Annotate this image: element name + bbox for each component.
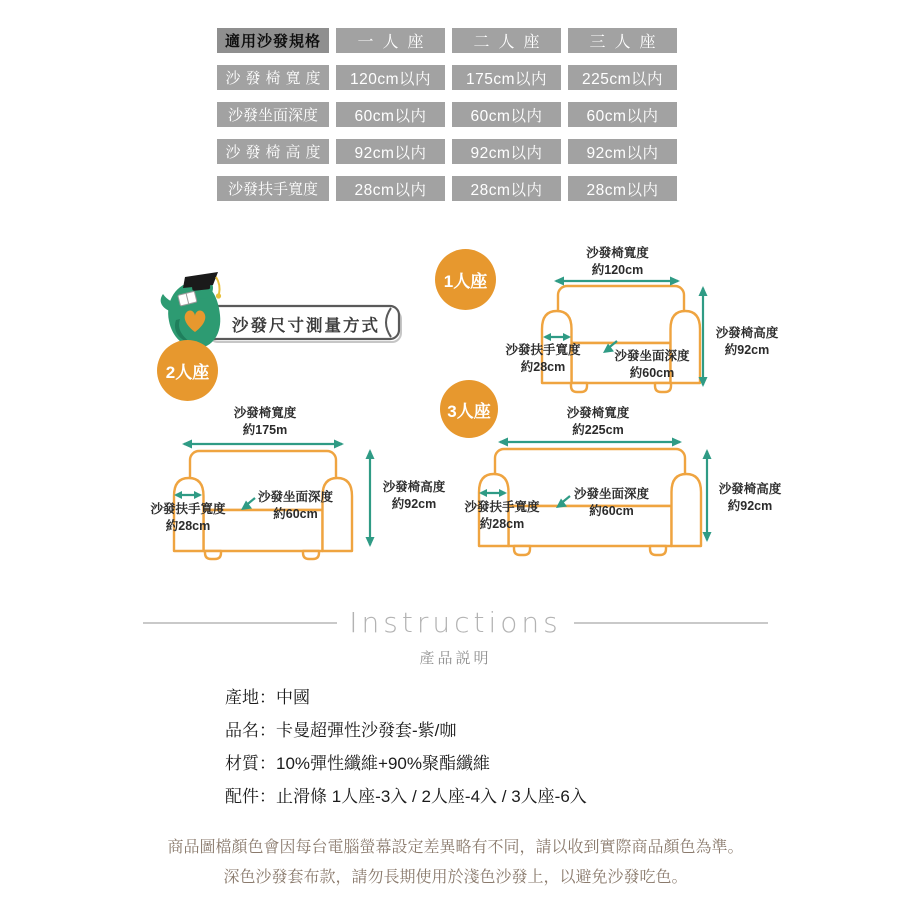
width-name: 沙發椅寬度 [566, 406, 630, 420]
height-value: 約92cm [391, 496, 437, 511]
table-value-cell: 28cm以内 [336, 176, 445, 201]
height-value: 約92cm [724, 342, 770, 357]
depth-name: 沙發坐面深度 [573, 487, 649, 501]
width-label [205, 405, 325, 439]
badge-3-seat: 3人座 [440, 380, 498, 438]
product-details [225, 688, 587, 820]
table-header-title: 適用沙發規格 [217, 28, 329, 53]
table-value-cell: 92cm以内 [568, 139, 677, 164]
table-row-label: 沙發扶手寬度 [217, 176, 329, 201]
height-label [710, 481, 790, 515]
badge-1-seat: 1人座 [435, 249, 496, 310]
table-header-3seat: 三人座 [568, 28, 677, 53]
detail-accessories: 配件：止滑條 1人座-3入 / 2人座-4入 / 3人座-6入 [225, 787, 587, 806]
detail-origin: 產地：中國 [225, 688, 310, 707]
detail-material: 材質：10%彈性纖維+90%聚酯纖維 [225, 754, 490, 773]
note-line: 深色沙發套布款，請勿長期使用於淺色沙發上，以避免沙發吃色。 [223, 869, 688, 886]
badge-2-seat: 2人座 [157, 340, 218, 401]
width-name: 沙發椅寬度 [233, 406, 297, 420]
depth-value: 約60cm [273, 506, 318, 521]
table-row-label: 沙發椅寬度 [217, 65, 329, 90]
width-value: 約175m [242, 422, 288, 437]
table-value-cell: 28cm以内 [452, 176, 561, 201]
height-name: 沙發椅高度 [715, 326, 779, 340]
depth-label [607, 348, 697, 382]
detail-product-name: 品名：卡曼超彈性沙發套-紫/咖 [225, 721, 457, 740]
depth-name: 沙發坐面深度 [257, 490, 333, 504]
instructions-title: Instructions [349, 606, 562, 639]
table-value-cell: 60cm以内 [336, 102, 445, 127]
armrest-name: 沙發扶手寬度 [464, 500, 540, 514]
armrest-value: 約28cm [479, 516, 525, 531]
table-value-cell: 60cm以内 [452, 102, 561, 127]
sofa-diagram-1seat [495, 245, 795, 405]
note-line: 商品圖檔顏色會因每台電腦螢幕設定差異略有不同，請以收到實際商品顏色為準。 [167, 839, 744, 856]
depth-value: 約60cm [589, 503, 634, 518]
table-value-cell: 28cm以内 [568, 176, 677, 201]
width-value: 約225cm [572, 422, 624, 437]
width-label [538, 405, 658, 439]
banner-title: 沙發尺寸測量方式 [232, 317, 380, 335]
spec-table [217, 28, 677, 201]
depth-name: 沙發坐面深度 [614, 349, 690, 363]
instructions-subtitle: 產品説明 [419, 650, 492, 667]
armrest-label [452, 499, 552, 533]
table-value-cell: 175cm以内 [452, 65, 561, 90]
armrest-name: 沙發扶手寬度 [150, 502, 226, 516]
height-value: 約92cm [727, 498, 773, 513]
depth-value: 約60cm [629, 365, 675, 380]
depth-label [248, 489, 343, 523]
height-label [707, 325, 787, 359]
sofa-diagram-2seat [138, 405, 458, 575]
table-row-label: 沙發坐面深度 [217, 102, 329, 127]
table-value-cell: 225cm以内 [568, 65, 677, 90]
table-header-2seat: 二人座 [452, 28, 561, 53]
armrest-label [138, 501, 238, 535]
height-label [374, 479, 454, 513]
height-name: 沙發椅高度 [382, 480, 446, 494]
width-value: 約120cm [591, 262, 644, 277]
divider-line-left [143, 622, 337, 624]
armrest-label [495, 342, 591, 376]
height-name: 沙發椅高度 [718, 482, 782, 496]
armrest-name: 沙發扶手寬度 [505, 343, 581, 357]
armrest-value: 約28cm [520, 359, 566, 374]
table-value-cell: 60cm以内 [568, 102, 677, 127]
instructions-divider [143, 606, 768, 639]
depth-label [564, 486, 659, 520]
width-name: 沙發椅寬度 [586, 246, 649, 260]
armrest-value: 約28cm [165, 518, 211, 533]
divider-line-right [574, 622, 768, 624]
width-label [560, 245, 675, 279]
sofa-diagram-3seat [452, 405, 792, 575]
banner-ribbon [202, 303, 408, 349]
table-header-1seat: 一人座 [336, 28, 445, 53]
table-value-cell: 92cm以内 [452, 139, 561, 164]
table-value-cell: 92cm以内 [336, 139, 445, 164]
disclaimer-notes [0, 833, 911, 893]
table-row-label: 沙發椅高度 [217, 139, 329, 164]
table-value-cell: 120cm以内 [336, 65, 445, 90]
